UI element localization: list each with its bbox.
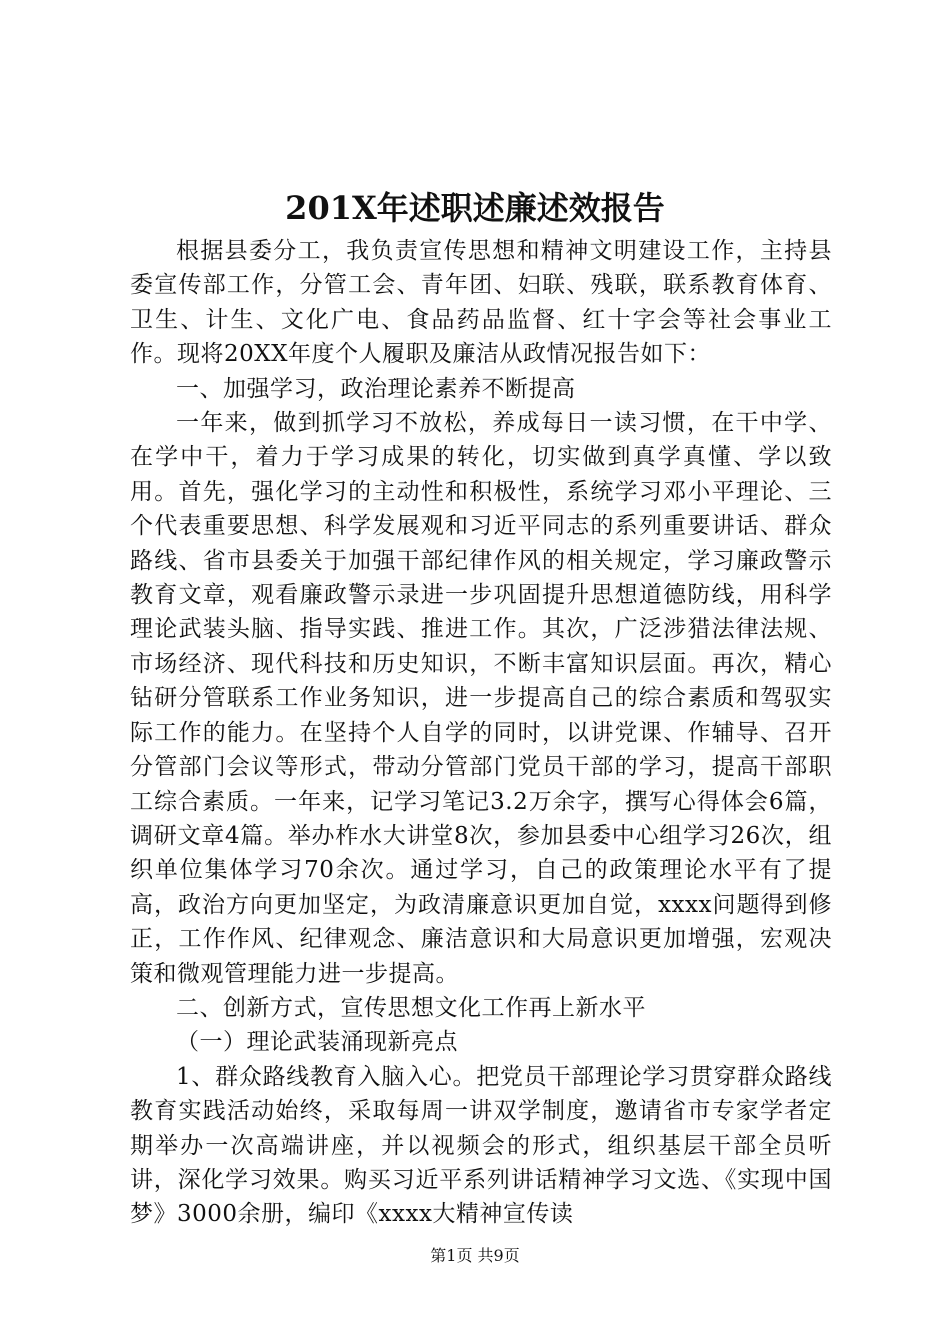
page-number-footer: 第1页 共9页 [430, 1246, 520, 1265]
paragraph-study: 一年来，做到抓学习不放松，养成每日一读习惯，在干中学、在学中干，着力于学习成果的转化，切实做到真学真懂、学以致用。首先，强化学习的主动性和积极性，系统学习邓小平理论、三个代表重要思想、科学发展观和习近平同志的系列重要讲话、群众路线、省市县委关于加强干部纪律作风的相关规定，学习廉政警示教育文章，观看廉政警示录进一步巩固提升思想道德防线，用科学理论武装头脑、指导实践、推进工作。其次，广泛涉猎法律法规、市场经济、现代科技和历史知识，不断丰富知识层面。再次，精心钻研分管联系工作业务知识，进一步提高自己的综合素质和驾驭实际工作的能力。在坚持个人自学的同时，以讲党课、作辅导、召开分管部门会议等形式，带动分管部门党员干部的学习，提高干部职工综合素质。一年来，记学习笔记3.2万余字，撰写心得体会6篇，调研文章4篇。举办柞水大讲堂8次，参加县委中心组学习26次，组织单位集体学习70余次。通过学习，自己的政策理论水平有了提高，政治方向更加坚定，为政清廉意识更加自觉，xxxx问题得到修正，工作作风、纪律观念、廉洁意识和大局意识更加增强，宏观决策和微观管理能力进一步提高。 [130, 410, 832, 987]
document-body [130, 234, 832, 1232]
paragraph-intro: 根据县委分工，我负责宣传思想和精神文明建设工作，主持县委宣传部工作，分管工会、青年团、妇联、残联，联系教育体育、卫生、计生、文化广电、食品药品监督、红十字会等社会事业工作。现将20XX年度个人履职及廉洁从政情况报告如下： [130, 238, 832, 368]
subsection-heading-1: （一）理论武装涌现新亮点 [176, 1029, 458, 1056]
section-heading-1: 一、加强学习，政治理论素养不断提高 [176, 375, 576, 402]
section-heading-2: 二、创新方式，宣传思想文化工作再上新水平 [176, 994, 646, 1021]
paragraph-mass-line: 1、群众路线教育入脑入心。把党员干部理论学习贯穿群众路线教育实践活动始终，采取每周一讲双学制度，邀请省市专家学者定期举办一次高端讲座，并以视频会的形式，组织基层干部全员听讲，深化学习效果。购买习近平系列讲话精神学习文选、《实现中国梦》3000余册，编印《xxxx大精神宣传读 [130, 1063, 832, 1228]
document-title: 201X年述职述廉述效报告 [285, 189, 665, 227]
